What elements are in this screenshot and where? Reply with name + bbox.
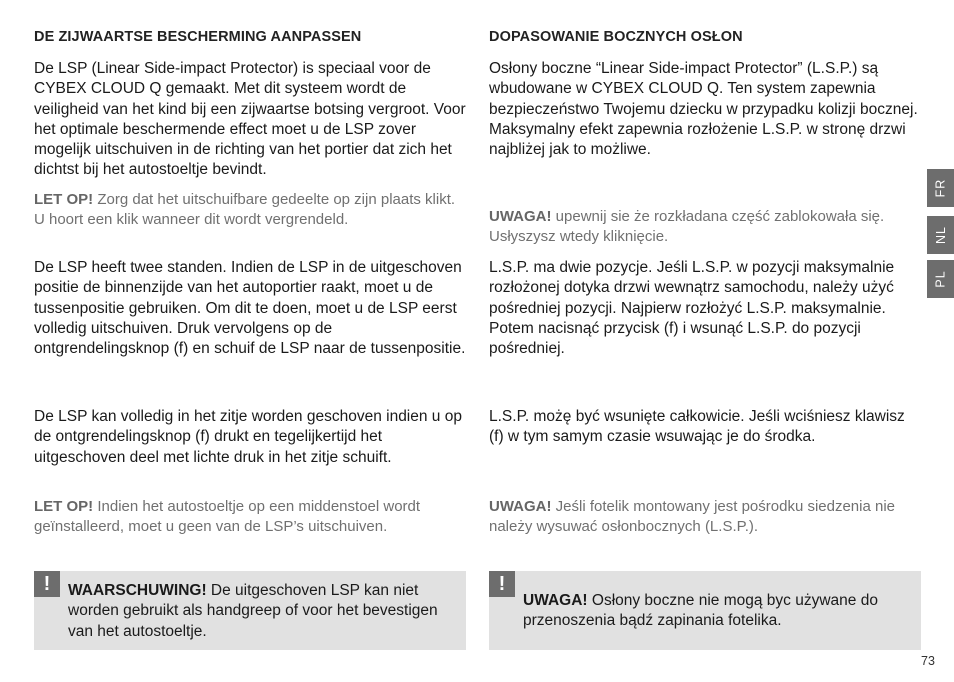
language-tab-label: FR bbox=[933, 178, 948, 198]
note-keyword: LET OP! bbox=[34, 191, 94, 208]
middle-seat-note bbox=[34, 497, 466, 538]
language-tab-label: NL bbox=[933, 226, 948, 244]
note-keyword: LET OP! bbox=[34, 498, 94, 515]
warning-body: De uitgeschoven LSP kan niet worden gebruikt als handgreep of voor het bevestigen van het autostoeltje. bbox=[68, 582, 438, 640]
note-text: upewnij sie że rozkładana część zablokowała się. Usłyszysz wtedy kliknięcie. bbox=[489, 208, 885, 246]
warning-text bbox=[68, 581, 456, 642]
positions-paragraph: L.S.P. ma dwie pozycje. Jeśli L.S.P. w pozycji maksymalnie rozłożonej dotyka drzwi wewnątrz samochodu, należy użyć pośredniej pozycji. Najpierw rozłożyć L.S.P. maksymalnie. Potem nacisnąć przycisk (f) i wsunąć L.S.P. do pozycji pośredniej. bbox=[489, 259, 895, 358]
note-text: Jeśli fotelik montowany jest pośrodku siedzenia nie należy wysuwać osłonbocznych (L.S.P.). bbox=[489, 498, 896, 536]
warning-keyword: UWAGA! bbox=[523, 592, 588, 609]
note-keyword: UWAGA! bbox=[489, 498, 552, 515]
language-tab-pl bbox=[927, 260, 954, 298]
language-tab-label: PL bbox=[933, 270, 948, 288]
note-keyword: UWAGA! bbox=[489, 208, 552, 225]
section-heading: DE ZIJWAARTSE BESCHERMING AANPASSEN bbox=[34, 29, 362, 45]
note-paragraph bbox=[34, 190, 466, 231]
positions-paragraph: De LSP heeft twee standen. Indien de LSP in de uitgeschoven positie de binnenzijde van het autoportier raakt, moet u de tussenpositie gebruiken. Om dit te doen, moet u de LSP eerst volledig uitschuiven. Druk vervolgens op de ontgrendelingsknop (f) en schuif de LSP naar de tussenpositie. bbox=[34, 259, 466, 358]
language-tab-nl bbox=[927, 216, 954, 254]
warning-exclamation-icon: ! bbox=[34, 571, 60, 597]
warning-keyword: WAARSCHUWING! bbox=[68, 582, 207, 599]
warning-text bbox=[523, 591, 911, 632]
warning-box bbox=[34, 571, 466, 650]
note-paragraph bbox=[489, 207, 921, 248]
retract-paragraph: L.S.P. możę być wsunięte całkowicie. Jeśli wciśniesz klawisz (f) w tym samym czasie wsuwając je do środka. bbox=[489, 408, 905, 446]
intro-paragraph: Osłony boczne “Linear Side-impact Protector” (L.S.P.) są wbudowane w CYBEX CLOUD Q. Ten system zapewnia bezpieczeństwo Twojemu dziecku w przypadku kolizji bocznej. Maksymalny efekt zapewnia rozłożenie L.S.P. w stronę drzwi najbliżej jak to możliwe. bbox=[489, 60, 918, 159]
middle-seat-note bbox=[489, 497, 921, 538]
language-tab-fr bbox=[927, 169, 954, 207]
retract-paragraph: De LSP kan volledig in het zitje worden geschoven indien u op de ontgrendelingsknop (f) drukt en tegelijkertijd het uitgeschoven deel met lichte druk in het zitje schuift. bbox=[34, 408, 462, 466]
intro-paragraph: De LSP (Linear Side-impact Protector) is speciaal voor de CYBEX CLOUD Q gemaakt. Met dit systeem wordt de veiligheid van het kind bij een zijwaartse botsing vergroot. Voor het optimale beschermende effect moet u de LSP zover mogelijk uitschuiven in de richting van het portier dat zich het dichtst bij het autostoeltje bevindt. bbox=[34, 60, 466, 179]
warning-exclamation-icon: ! bbox=[489, 571, 515, 597]
note-text: Zorg dat het uitschuifbare gedeelte op zijn plaats klikt. U hoort een klik wanneer dit wordt vergrendeld. bbox=[34, 191, 456, 229]
warning-body: Osłony boczne nie mogą byc używane do przenoszenia bądź zapinania fotelika. bbox=[523, 592, 878, 630]
page-number: 73 bbox=[921, 654, 935, 668]
warning-box bbox=[489, 571, 921, 650]
section-heading: DOPASOWANIE BOCZNYCH OSŁON bbox=[489, 29, 743, 45]
note-text: Indien het autostoeltje op een middenstoel wordt geïnstalleerd, moet u geen van de LSP’s uitschuiven. bbox=[34, 498, 421, 536]
